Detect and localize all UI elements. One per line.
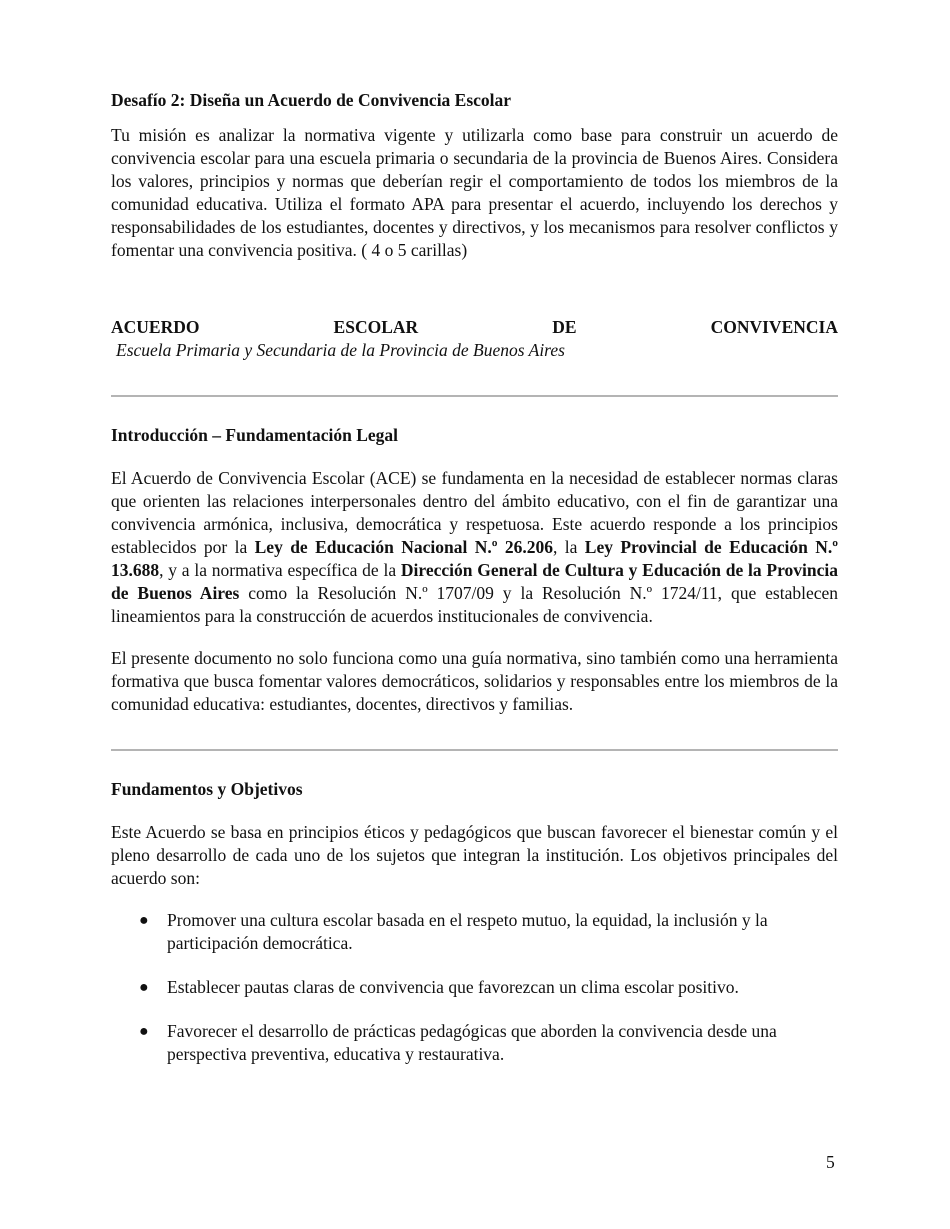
page-content: [111, 89, 838, 1066]
fundamentals-body: Este Acuerdo se basa en principios éticos y pedagógicos que buscan favorecer el bienestar común y el pleno desarrollo de cada uno de los sujetos que integran la institución. Los objetivos principales del acuerdo son:: [111, 822, 838, 888]
intro-text: , la: [553, 537, 585, 557]
agreement-subtitle: Escuela Primaria y Secundaria de la Provincia de Buenos Aires: [116, 340, 565, 360]
bullet-icon: ●: [139, 979, 149, 996]
intro-paragraph-2: El presente documento no solo funciona como una guía normativa, sino también como una herramienta formativa que busca fomentar valores democráticos, solidarios y responsables entre los miembros de la comunidad educativa: estudiantes, docentes, directivos y familias.: [111, 648, 838, 714]
section-divider: [111, 749, 838, 751]
fundamentals-heading: Fundamentos y Objetivos: [111, 779, 303, 799]
agreement-title: [111, 316, 838, 339]
law-provincial: Ley Provincial de Educación N.º 13.688: [111, 537, 838, 580]
challenge-title: Desafío 2: Diseña un Acuerdo de Convivencia Escolar: [111, 90, 512, 110]
list-item-text: Promover una cultura escolar basada en el respeto mutuo, la equidad, la inclusión y la participación democrática.: [167, 910, 768, 953]
challenge-body: Tu misión es analizar la normativa vigente y utilizarla como base para construir un acuerdo de convivencia escolar para una escuela primaria o secundaria de la provincia de Buenos Aires. Considera los valores, principios y normas que deberían regir el comportamiento de todos los miembros de la comunidad educativa. Utiliza el formato APA para presentar el acuerdo, incluyendo los derechos y responsabilidades de los estudiantes, docentes y directivos, y los mecanismos para resolver conflictos y fomentar una convivencia positiva. ( 4 o 5 carillas): [111, 125, 838, 260]
bullet-icon: ●: [139, 912, 149, 929]
section-divider: [111, 395, 838, 397]
agreement-title-word: DE: [552, 317, 577, 337]
list-item: [111, 1020, 838, 1066]
intro-paragraph-1: [111, 467, 838, 628]
list-item-text: Favorecer el desarrollo de prácticas pedagógicas que aborden la convivencia desde una perspectiva preventiva, educativa y restaurativa.: [167, 1021, 777, 1064]
law-national: Ley de Educación Nacional N.º 26.206: [254, 537, 553, 557]
intro-text: como la Resolución N.º 1707/09 y la Resolución N.º 1724/11, que establecen lineamientos para la construcción de acuerdos institucionales de convivencia.: [111, 583, 839, 626]
objectives-list: [111, 909, 838, 1066]
intro-text: El Acuerdo de Convivencia Escolar (ACE) se fundamenta en la necesidad de establecer normas claras que orienten las relaciones interpersonales dentro del ámbito educativo, con el fin de garantizar una convivencia armónica, inclusiva, democrática y respetuosa. Este acuerdo responde a los principios establecidos por la: [111, 468, 838, 557]
agreement-title-word: CONVIVENCIA: [710, 317, 838, 337]
intro-text: , y a la normativa específica de la: [159, 560, 401, 580]
bullet-icon: ●: [139, 1023, 149, 1040]
page-number: 5: [826, 1152, 835, 1172]
list-item: [111, 976, 838, 999]
intro-heading: Introducción – Fundamentación Legal: [111, 425, 398, 445]
list-item-text: Establecer pautas claras de convivencia que favorezcan un clima escolar positivo.: [167, 977, 739, 997]
agreement-title-word: ESCOLAR: [333, 317, 419, 337]
list-item: [111, 909, 838, 955]
dgcye-name: Dirección General de Cultura y Educación de la Provincia de Buenos Aires: [111, 560, 838, 603]
agreement-title-word: ACUERDO: [111, 317, 200, 337]
